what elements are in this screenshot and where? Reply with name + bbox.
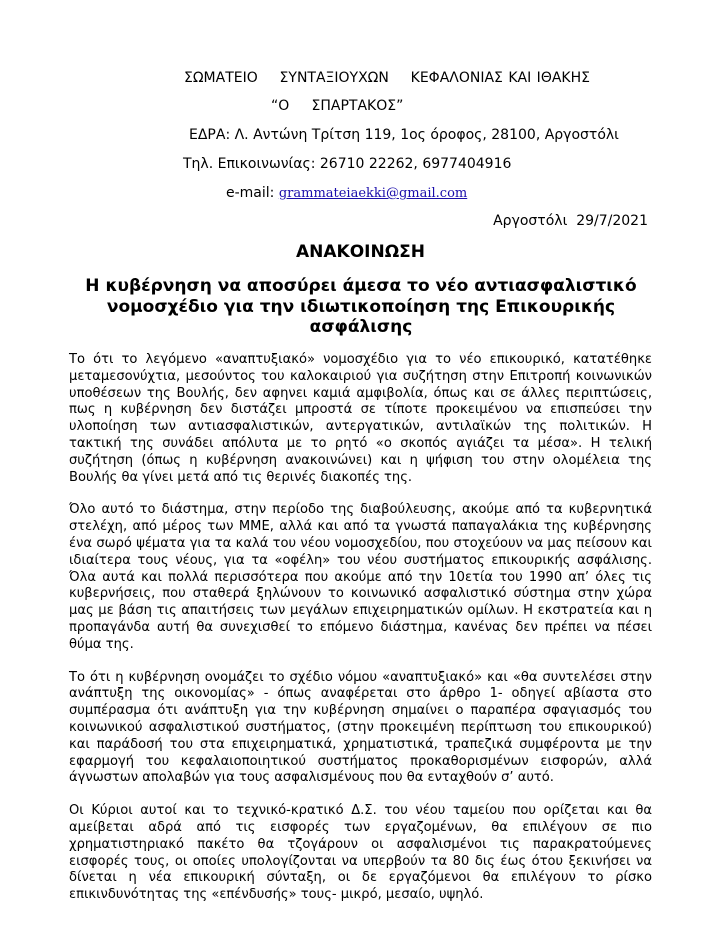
email-line (226, 184, 467, 203)
body-text (69, 352, 652, 920)
paragraph: Όλο αυτό το διάστημα, στην περίοδο της διαβούλευσης, ακούμε από τα κυβερνητικά στελέχη, από μέρος των ΜΜΕ, αλλά και από τα γνωστά παπαγαλάκια της κυβέρνησης ένα σωρό ψέματα για τα καλά του νέου νομοσχεδίου, που στοχεύουν να μας πείσουν και ιδιαίτερα τους νέους, για τα «οφέλη» του νέου συστήματος επικουρικής ασφάλισης. Όλα αυτά και πολλά περισσότερα που ακούμε από την 10ετία του 1990 απ’ όλες τις κυβερνήσεις, που σταθερά ξηλώνουν το κοινωνικό ασφαλιστικό σύστημα στην χώρα μας με βάση τις απαιτήσεις των μεγάλων επιχειρηματικών ομίλων. Η εκστρατεία και η προπαγάνδα αυτή θα συνεχισθεί το επόμενο διάστημα, κανένας δεν πρέπει να πέσει θύμα της. (69, 502, 652, 652)
paragraph: Οι Κύριοι αυτοί και το τεχνικό-κρατικό Δ.Σ. του νέου ταμείου που ορίζεται και θα αμείβεται αδρά από τις εισφορές των εργαζομένων, θα επιλέγουν σε πιο χρηματιστηριακό πακέτο θα τζογάρουν οι ασφαλισμένοι τις παρακρατούμενες εισφορές τους, οι οποίες υπολογίζονται να υπερβούν τα 80 δις έως ότου ξεκινήσει να δίνεται η νέα επικουρική σύνταξη, οι δε εργαζόμενοι θα επιλέγουν το ρίσκο επικινδυνότητας της «επένδυσής» τους- μικρό, μεσαίο, υψηλό. (69, 803, 652, 903)
email-label: e-mail: (226, 185, 279, 201)
paragraph: Το ότι η κυβέρνηση ονομάζει το σχέδιο νόμου «αναπτυξιακό» και «θα συντελέσει στην ανάπτυξη της οικονομίας» - όπως αναφέρεται στο άρθρο 1- οδηγεί αβίαστα στο συμπέρασμα ότι ανάπτυξη για την κυβέρνηση σημαίνει ο παραπέρα σφαγιασμός του κοινωνικού ασφαλιστικού συστήματος, (στην προκειμένη περίπτωση του επικουρικού) και παράδοσή του στα επιχειρηματικά, χρηματιστικά, τραπεζικά συμφέροντα με την εφαρμογή του κεφαλαιοποιητικού συστήματος προκαθορισμένων εισφορών, αλλά άγνωστων απολαβών για τους ασφαλισμένους που θα ενταχθούν σ’ αυτό. (69, 669, 652, 786)
announcement-title: ΑΝΑΚΟΙΝΩΣΗ (295, 242, 425, 262)
paragraph: Το ότι το λεγόμενο «αναπτυξιακό» νομοσχέδιο για το νέο επικουρικό, κατατέθηκε μεταμεσονύχτια, μεσούντος του καλοκαιριού για συζήτηση στην Επιτροπή κοινωνικών υποθέσεων της Βουλής, δεν αφηνει καμιά αμφιβολία, όπως και σε άλλες περιπτώσεις, πως η κυβέρνηση δεν διστάζει μπροστά σε τίποτε προκειμένου να επισπεύσει την υλοποίηση των αντιασφαλιστικών, αντεργατικών, αντιλαϊκών της πολιτικών. Η τακτική της συνάδει απόλυτα με το ρητό «ο σκοπός αγιάζει τα μέσα». Η τελική συζήτηση (όπως η κυβέρνηση ανακοινώνει) και η ψήφιση του στην ολομέλεια της Βουλής θα γίνει μετά από τις θερινές διακοπές της. (69, 352, 652, 485)
org-name-line: ΣΩΜΑΤΕΙΟ ΣΥΝΤΑΞΙΟΥΧΩΝ ΚΕΦΑΛΟΝΙΑΣ ΚΑΙ ΙΘΑΚΗΣ (184, 70, 590, 86)
address-line: ΕΔΡΑ: Λ. Αντώνη Τρίτση 119, 1ος όροφος, 28100, Αργοστόλι (189, 127, 619, 143)
union-name-line: “Ο ΣΠΑΡΤΑΚΟΣ” (271, 98, 404, 114)
headline: Η κυβέρνηση να αποσύρει άμεσα το νέο αντιασφαλιστικό νομοσχέδιο για την ιδιωτικοποίηση της Επικουρικής ασφάλισης (85, 276, 637, 337)
email-link[interactable]: grammateiaekki@gmail.com (278, 186, 468, 201)
date-line: Αργοστόλι 29/7/2021 (493, 213, 648, 229)
phone-line: Τηλ. Επικοινωνίας: 26710 22262, 6977404916 (183, 156, 512, 172)
